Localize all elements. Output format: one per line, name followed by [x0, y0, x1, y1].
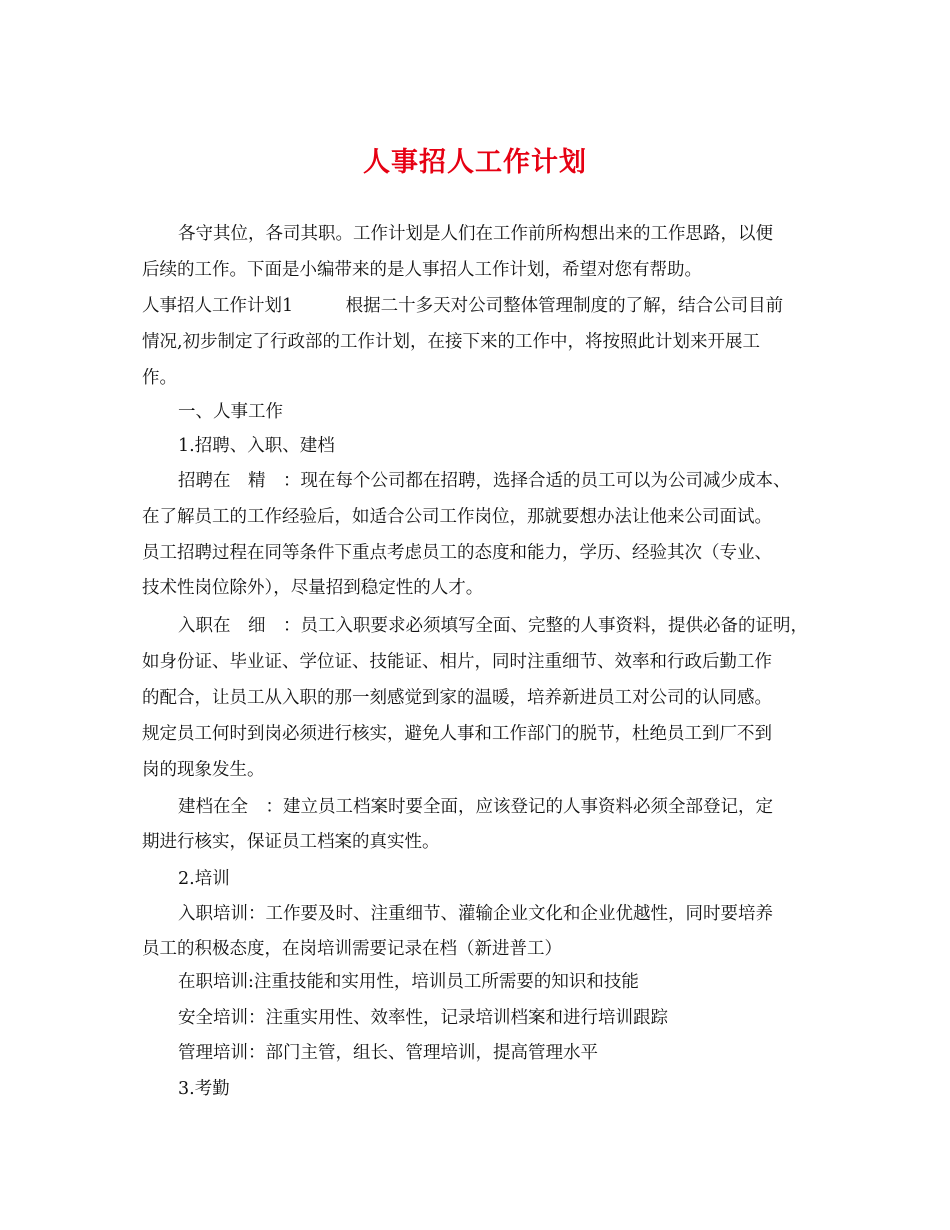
paragraph-line: 人事招人工作计划1 根据二十多天对公司整体管理制度的了解，结合公司目前: [142, 296, 784, 316]
subsection-heading: 3.考勤: [178, 1079, 230, 1099]
paragraph-line: 的配合，让员工从入职的那一刻感觉到家的温暖，培养新进员工对公司的认同感。: [142, 688, 772, 708]
section-heading: 一、人事工作: [178, 402, 283, 422]
paragraph-line: 情况,初步制定了行政部的工作计划，在接下来的工作中，将按照此计划来开展工: [142, 332, 761, 352]
paragraph-line: 管理培训：部门主管，组长、管理培训，提高管理水平: [178, 1043, 598, 1063]
paragraph-line: 如身份证、毕业证、学位证、技能证、相片，同时注重细节、效率和行政后勤工作: [142, 652, 772, 672]
paragraph-line: 岗的现象发生。: [142, 760, 265, 780]
paragraph-line: 员工招聘过程在同等条件下重点考虑员工的态度和能力，学历、经验其次（专业、: [142, 543, 772, 563]
paragraph-line: 规定员工何时到岗必须进行核实，避免人事和工作部门的脱节，杜绝员工到厂不到: [142, 724, 772, 744]
paragraph-line: 期进行核实，保证员工档案的真实性。: [142, 832, 440, 852]
paragraph-line: 入职在 细 ：员工入职要求必须填写全面、完整的人事资料，提供必备的证明，: [178, 616, 808, 636]
paragraph-line: 各守其位，各司其职。工作计划是人们在工作前所构想出来的工作思路，以便: [178, 224, 773, 244]
paragraph-line: 作。: [142, 368, 177, 388]
paragraph-line: 后续的工作。下面是小编带来的是人事招人工作计划，希望对您有帮助。: [142, 260, 702, 280]
paragraph-line: 在了解员工的工作经验后，如适合公司工作岗位，那就要想办法让他来公司面试。: [142, 507, 772, 527]
subsection-heading: 2.培训: [178, 869, 230, 889]
document-title: 人事招人工作计划: [363, 147, 587, 178]
paragraph-line: 安全培训：注重实用性、效率性，记录培训档案和进行培训跟踪: [178, 1008, 668, 1028]
paragraph-line: 在职培训:注重技能和实用性，培训员工所需要的知识和技能: [178, 972, 639, 992]
subsection-heading: 1.招聘、入职、建档: [178, 436, 335, 456]
paragraph-line: 技术性岗位除外），尽量招到稳定性的人才。: [142, 578, 484, 598]
paragraph-line: 建档在全 ：建立员工档案时要全面，应该登记的人事资料必须全部登记，定: [178, 797, 773, 817]
paragraph-line: 招聘在 精 ：现在每个公司都在招聘，选择合适的员工可以为公司减少成本、: [178, 471, 791, 491]
paragraph-line: 员工的积极态度，在岗培训需要记录在档（新进普工）: [142, 939, 562, 959]
paragraph-line: 入职培训：工作要及时、注重细节、灌输企业文化和企业优越性，同时要培养: [178, 904, 773, 924]
